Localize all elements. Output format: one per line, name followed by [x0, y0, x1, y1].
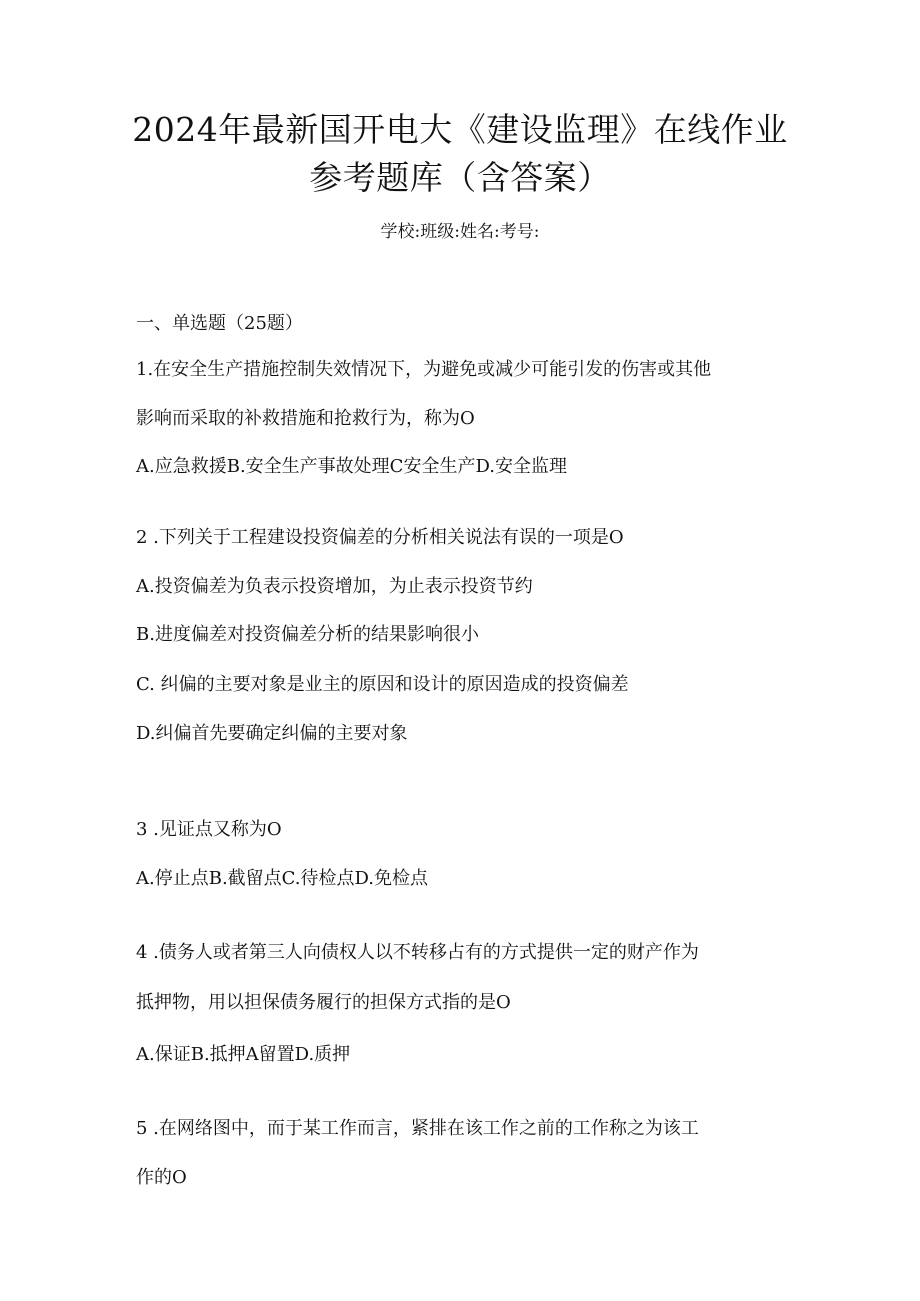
question-1-line-2: 影响而采取的补救措施和抢救行为，称为O — [136, 408, 475, 429]
section-heading: 一、单选题（25题） — [136, 313, 303, 334]
question-2-option-b: B.进度偏差对投资偏差分析的结果影响很小 — [136, 624, 479, 645]
question-5-line-2: 作的O — [136, 1167, 187, 1188]
question-3-options: A.停止点B.截留点C.待检点D.免检点 — [136, 868, 429, 889]
question-2-option-d: D.纠偏首先要确定纠偏的主要对象 — [136, 723, 408, 744]
document-title-line-2: 参考题库（含答案） — [309, 158, 611, 197]
question-4-options: A.保证B.抵押A留置D.质押 — [136, 1044, 351, 1065]
question-1-line-1: 1.在安全生产措施控制失效情况下，为避免或减少可能引发的伤害或其他 — [136, 359, 712, 380]
question-2-line-1: 2 .下列关于工程建设投资偏差的分析相关说法有误的一项是O — [136, 527, 624, 548]
question-3-line-1: 3 .见证点又称为O — [136, 819, 282, 840]
question-4-line-2: 抵押物，用以担保债务履行的担保方式指的是O — [136, 992, 511, 1013]
question-2-option-c: C. 纠偏的主要对象是业主的原因和设计的原因造成的投资偏差 — [136, 674, 629, 695]
question-4-line-1: 4 .债务人或者第三人向债权人以不转移占有的方式提供一定的财产作为 — [136, 942, 699, 963]
question-2-option-a: A.投资偏差为负表示投资增加，为止表示投资节约 — [136, 576, 533, 597]
question-1-options: A.应急救援B.安全生产事故处理C安全生产D.安全监理 — [136, 456, 567, 477]
question-5-line-1: 5 .在网络图中，而于某工作而言，紧排在该工作之前的工作称之为该工 — [136, 1118, 699, 1139]
student-info-line: 学校:班级:姓名:考号: — [380, 222, 540, 242]
document-title-line-1: 2024年最新国开电大《建设监理》在线作业 — [132, 110, 788, 149]
